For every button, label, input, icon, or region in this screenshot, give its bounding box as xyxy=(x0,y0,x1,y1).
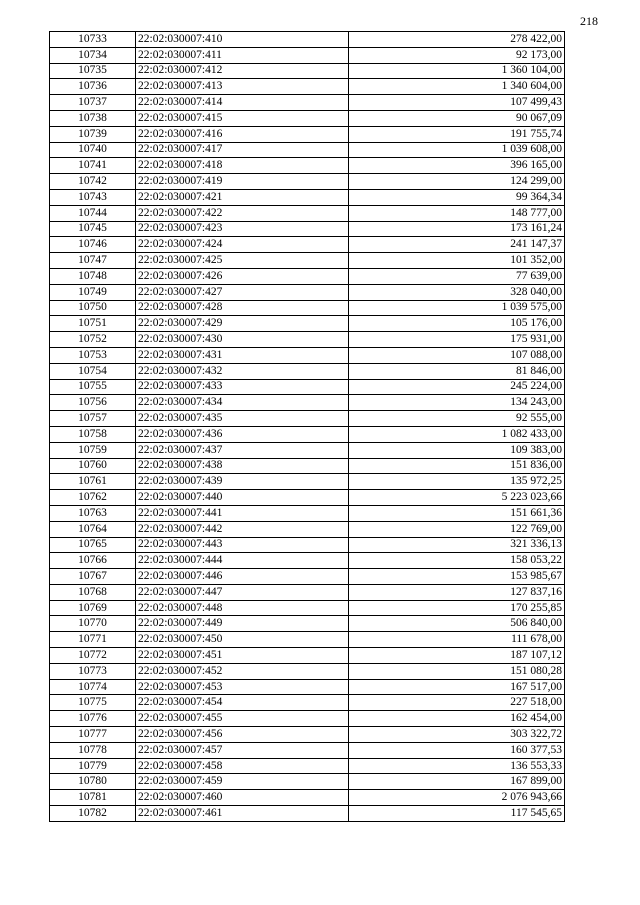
cadastral-value-cell: 1 039 575,00 xyxy=(349,300,565,316)
row-number-cell: 10738 xyxy=(50,110,136,126)
cadastral-value-cell: 160 377,53 xyxy=(349,742,565,758)
cadastral-value-cell: 170 255,85 xyxy=(349,600,565,616)
row-number-cell: 10763 xyxy=(50,505,136,521)
cadastral-number-cell: 22:02:030007:422 xyxy=(136,205,349,221)
table-row xyxy=(50,600,565,616)
row-number-cell: 10742 xyxy=(50,174,136,190)
table-row xyxy=(50,490,565,506)
row-number-cell: 10739 xyxy=(50,126,136,142)
table-row xyxy=(50,79,565,95)
cadastral-value-cell: 158 053,22 xyxy=(349,553,565,569)
row-number-cell: 10757 xyxy=(50,411,136,427)
table-row xyxy=(50,442,565,458)
cadastral-value-cell: 151 661,36 xyxy=(349,505,565,521)
row-number-cell: 10764 xyxy=(50,521,136,537)
cadastral-number-cell: 22:02:030007:416 xyxy=(136,126,349,142)
cadastral-number-cell: 22:02:030007:437 xyxy=(136,442,349,458)
cadastral-value-cell: 101 352,00 xyxy=(349,253,565,269)
cadastral-number-cell: 22:02:030007:419 xyxy=(136,174,349,190)
table-row xyxy=(50,158,565,174)
table-row xyxy=(50,426,565,442)
cadastral-value-cell: 396 165,00 xyxy=(349,158,565,174)
table-row xyxy=(50,679,565,695)
cadastral-value-cell: 5 223 023,66 xyxy=(349,490,565,506)
cadastral-number-cell: 22:02:030007:454 xyxy=(136,695,349,711)
cadastral-value-cell: 111 678,00 xyxy=(349,632,565,648)
table-row xyxy=(50,95,565,111)
cadastral-number-cell: 22:02:030007:410 xyxy=(136,32,349,48)
cadastral-number-cell: 22:02:030007:455 xyxy=(136,711,349,727)
cadastral-value-cell: 151 836,00 xyxy=(349,458,565,474)
cadastral-value-cell: 134 243,00 xyxy=(349,395,565,411)
row-number-cell: 10733 xyxy=(50,32,136,48)
table-row xyxy=(50,521,565,537)
page-number: 218 xyxy=(580,14,598,28)
row-number-cell: 10751 xyxy=(50,316,136,332)
cadastral-number-cell: 22:02:030007:424 xyxy=(136,237,349,253)
row-number-cell: 10782 xyxy=(50,806,136,822)
cadastral-number-cell: 22:02:030007:457 xyxy=(136,742,349,758)
row-number-cell: 10756 xyxy=(50,395,136,411)
table-row xyxy=(50,379,565,395)
row-number-cell: 10736 xyxy=(50,79,136,95)
row-number-cell: 10747 xyxy=(50,253,136,269)
table-row xyxy=(50,253,565,269)
cadastral-number-cell: 22:02:030007:439 xyxy=(136,474,349,490)
cadastral-value-cell: 107 088,00 xyxy=(349,347,565,363)
table-row xyxy=(50,110,565,126)
row-number-cell: 10748 xyxy=(50,268,136,284)
cadastral-value-cell: 278 422,00 xyxy=(349,32,565,48)
row-number-cell: 10777 xyxy=(50,727,136,743)
table-row xyxy=(50,205,565,221)
cadastral-value-cell: 136 553,33 xyxy=(349,758,565,774)
table-row xyxy=(50,47,565,63)
row-number-cell: 10741 xyxy=(50,158,136,174)
cadastral-number-cell: 22:02:030007:450 xyxy=(136,632,349,648)
cadastral-number-cell: 22:02:030007:418 xyxy=(136,158,349,174)
cadastral-number-cell: 22:02:030007:461 xyxy=(136,806,349,822)
cadastral-value-cell: 151 080,28 xyxy=(349,663,565,679)
row-number-cell: 10775 xyxy=(50,695,136,711)
cadastral-number-cell: 22:02:030007:430 xyxy=(136,332,349,348)
cadastral-number-cell: 22:02:030007:427 xyxy=(136,284,349,300)
cadastral-number-cell: 22:02:030007:444 xyxy=(136,553,349,569)
cadastral-number-cell: 22:02:030007:458 xyxy=(136,758,349,774)
row-number-cell: 10776 xyxy=(50,711,136,727)
row-number-cell: 10780 xyxy=(50,774,136,790)
row-number-cell: 10771 xyxy=(50,632,136,648)
table-row xyxy=(50,395,565,411)
row-number-cell: 10759 xyxy=(50,442,136,458)
cadastral-value-cell: 81 846,00 xyxy=(349,363,565,379)
cadastral-value-cell: 162 454,00 xyxy=(349,711,565,727)
cadastral-number-cell: 22:02:030007:459 xyxy=(136,774,349,790)
table-row xyxy=(50,758,565,774)
row-number-cell: 10737 xyxy=(50,95,136,111)
cadastral-number-cell: 22:02:030007:412 xyxy=(136,63,349,79)
cadastral-number-cell: 22:02:030007:446 xyxy=(136,569,349,585)
table-row xyxy=(50,474,565,490)
cadastral-number-cell: 22:02:030007:431 xyxy=(136,347,349,363)
row-number-cell: 10778 xyxy=(50,742,136,758)
table-row xyxy=(50,742,565,758)
table-row xyxy=(50,458,565,474)
table-row xyxy=(50,237,565,253)
table-row xyxy=(50,347,565,363)
table-row xyxy=(50,284,565,300)
cadastral-number-cell: 22:02:030007:440 xyxy=(136,490,349,506)
cadastral-number-cell: 22:02:030007:456 xyxy=(136,727,349,743)
cadastral-number-cell: 22:02:030007:460 xyxy=(136,790,349,806)
cadastral-number-cell: 22:02:030007:448 xyxy=(136,600,349,616)
table-row xyxy=(50,790,565,806)
cadastral-value-cell: 167 517,00 xyxy=(349,679,565,695)
cadastral-value-cell: 77 639,00 xyxy=(349,268,565,284)
table-row xyxy=(50,174,565,190)
cadastral-value-cell: 1 082 433,00 xyxy=(349,426,565,442)
cadastral-number-cell: 22:02:030007:411 xyxy=(136,47,349,63)
cadastral-value-table xyxy=(49,31,565,822)
table-row xyxy=(50,142,565,158)
row-number-cell: 10781 xyxy=(50,790,136,806)
row-number-cell: 10760 xyxy=(50,458,136,474)
cadastral-value-cell: 153 985,67 xyxy=(349,569,565,585)
cadastral-value-cell: 92 555,00 xyxy=(349,411,565,427)
table-row xyxy=(50,332,565,348)
table-row xyxy=(50,648,565,664)
table-row xyxy=(50,727,565,743)
row-number-cell: 10735 xyxy=(50,63,136,79)
table-row xyxy=(50,221,565,237)
cadastral-value-cell: 1 360 104,00 xyxy=(349,63,565,79)
cadastral-value-cell: 127 837,16 xyxy=(349,584,565,600)
cadastral-number-cell: 22:02:030007:451 xyxy=(136,648,349,664)
table-row xyxy=(50,63,565,79)
cadastral-number-cell: 22:02:030007:423 xyxy=(136,221,349,237)
cadastral-number-cell: 22:02:030007:453 xyxy=(136,679,349,695)
table-row xyxy=(50,32,565,48)
row-number-cell: 10773 xyxy=(50,663,136,679)
row-number-cell: 10768 xyxy=(50,584,136,600)
cadastral-number-cell: 22:02:030007:415 xyxy=(136,110,349,126)
cadastral-value-cell: 1 340 604,00 xyxy=(349,79,565,95)
row-number-cell: 10772 xyxy=(50,648,136,664)
table-row xyxy=(50,632,565,648)
cadastral-number-cell: 22:02:030007:425 xyxy=(136,253,349,269)
cadastral-number-cell: 22:02:030007:433 xyxy=(136,379,349,395)
cadastral-value-cell: 124 299,00 xyxy=(349,174,565,190)
table-row xyxy=(50,806,565,822)
cadastral-number-cell: 22:02:030007:435 xyxy=(136,411,349,427)
row-number-cell: 10744 xyxy=(50,205,136,221)
table-row xyxy=(50,663,565,679)
table-row xyxy=(50,411,565,427)
table-row xyxy=(50,316,565,332)
cadastral-value-cell: 99 364,34 xyxy=(349,189,565,205)
cadastral-value-cell: 187 107,12 xyxy=(349,648,565,664)
cadastral-value-cell: 173 161,24 xyxy=(349,221,565,237)
table-row xyxy=(50,126,565,142)
cadastral-value-cell: 135 972,25 xyxy=(349,474,565,490)
cadastral-value-cell: 92 173,00 xyxy=(349,47,565,63)
row-number-cell: 10749 xyxy=(50,284,136,300)
table-row xyxy=(50,695,565,711)
table-row xyxy=(50,569,565,585)
cadastral-number-cell: 22:02:030007:443 xyxy=(136,537,349,553)
table-row xyxy=(50,363,565,379)
cadastral-number-cell: 22:02:030007:432 xyxy=(136,363,349,379)
cadastral-value-cell: 2 076 943,66 xyxy=(349,790,565,806)
row-number-cell: 10743 xyxy=(50,189,136,205)
cadastral-value-cell: 148 777,00 xyxy=(349,205,565,221)
cadastral-value-cell: 328 040,00 xyxy=(349,284,565,300)
cadastral-number-cell: 22:02:030007:429 xyxy=(136,316,349,332)
cadastral-number-cell: 22:02:030007:417 xyxy=(136,142,349,158)
cadastral-value-cell: 191 755,74 xyxy=(349,126,565,142)
cadastral-number-cell: 22:02:030007:414 xyxy=(136,95,349,111)
cadastral-value-cell: 227 518,00 xyxy=(349,695,565,711)
cadastral-number-cell: 22:02:030007:447 xyxy=(136,584,349,600)
cadastral-value-cell: 1 039 608,00 xyxy=(349,142,565,158)
cadastral-value-cell: 90 067,09 xyxy=(349,110,565,126)
cadastral-number-cell: 22:02:030007:413 xyxy=(136,79,349,95)
row-number-cell: 10774 xyxy=(50,679,136,695)
row-number-cell: 10766 xyxy=(50,553,136,569)
row-number-cell: 10770 xyxy=(50,616,136,632)
row-number-cell: 10755 xyxy=(50,379,136,395)
row-number-cell: 10740 xyxy=(50,142,136,158)
cadastral-value-cell: 107 499,43 xyxy=(349,95,565,111)
table-body xyxy=(50,32,565,822)
row-number-cell: 10734 xyxy=(50,47,136,63)
cadastral-number-cell: 22:02:030007:449 xyxy=(136,616,349,632)
cadastral-value-cell: 175 931,00 xyxy=(349,332,565,348)
table-row xyxy=(50,553,565,569)
table-row xyxy=(50,584,565,600)
row-number-cell: 10758 xyxy=(50,426,136,442)
cadastral-number-cell: 22:02:030007:441 xyxy=(136,505,349,521)
table-row xyxy=(50,537,565,553)
cadastral-value-cell: 321 336,13 xyxy=(349,537,565,553)
cadastral-number-cell: 22:02:030007:426 xyxy=(136,268,349,284)
row-number-cell: 10769 xyxy=(50,600,136,616)
row-number-cell: 10745 xyxy=(50,221,136,237)
table-row xyxy=(50,505,565,521)
row-number-cell: 10767 xyxy=(50,569,136,585)
table-row xyxy=(50,300,565,316)
cadastral-number-cell: 22:02:030007:428 xyxy=(136,300,349,316)
cadastral-value-cell: 122 769,00 xyxy=(349,521,565,537)
row-number-cell: 10750 xyxy=(50,300,136,316)
cadastral-value-cell: 245 224,00 xyxy=(349,379,565,395)
cadastral-value-cell: 105 176,00 xyxy=(349,316,565,332)
row-number-cell: 10762 xyxy=(50,490,136,506)
row-number-cell: 10752 xyxy=(50,332,136,348)
cadastral-number-cell: 22:02:030007:452 xyxy=(136,663,349,679)
row-number-cell: 10754 xyxy=(50,363,136,379)
cadastral-number-cell: 22:02:030007:434 xyxy=(136,395,349,411)
row-number-cell: 10753 xyxy=(50,347,136,363)
row-number-cell: 10746 xyxy=(50,237,136,253)
row-number-cell: 10761 xyxy=(50,474,136,490)
cadastral-value-cell: 167 899,00 xyxy=(349,774,565,790)
cadastral-value-cell: 303 322,72 xyxy=(349,727,565,743)
row-number-cell: 10779 xyxy=(50,758,136,774)
cadastral-value-cell: 109 383,00 xyxy=(349,442,565,458)
table-row xyxy=(50,616,565,632)
cadastral-value-cell: 117 545,65 xyxy=(349,806,565,822)
table-row xyxy=(50,189,565,205)
row-number-cell: 10765 xyxy=(50,537,136,553)
table-row xyxy=(50,268,565,284)
cadastral-value-cell: 241 147,37 xyxy=(349,237,565,253)
table-row xyxy=(50,774,565,790)
cadastral-value-cell: 506 840,00 xyxy=(349,616,565,632)
cadastral-number-cell: 22:02:030007:436 xyxy=(136,426,349,442)
table-row xyxy=(50,711,565,727)
cadastral-number-cell: 22:02:030007:442 xyxy=(136,521,349,537)
cadastral-number-cell: 22:02:030007:421 xyxy=(136,189,349,205)
cadastral-number-cell: 22:02:030007:438 xyxy=(136,458,349,474)
